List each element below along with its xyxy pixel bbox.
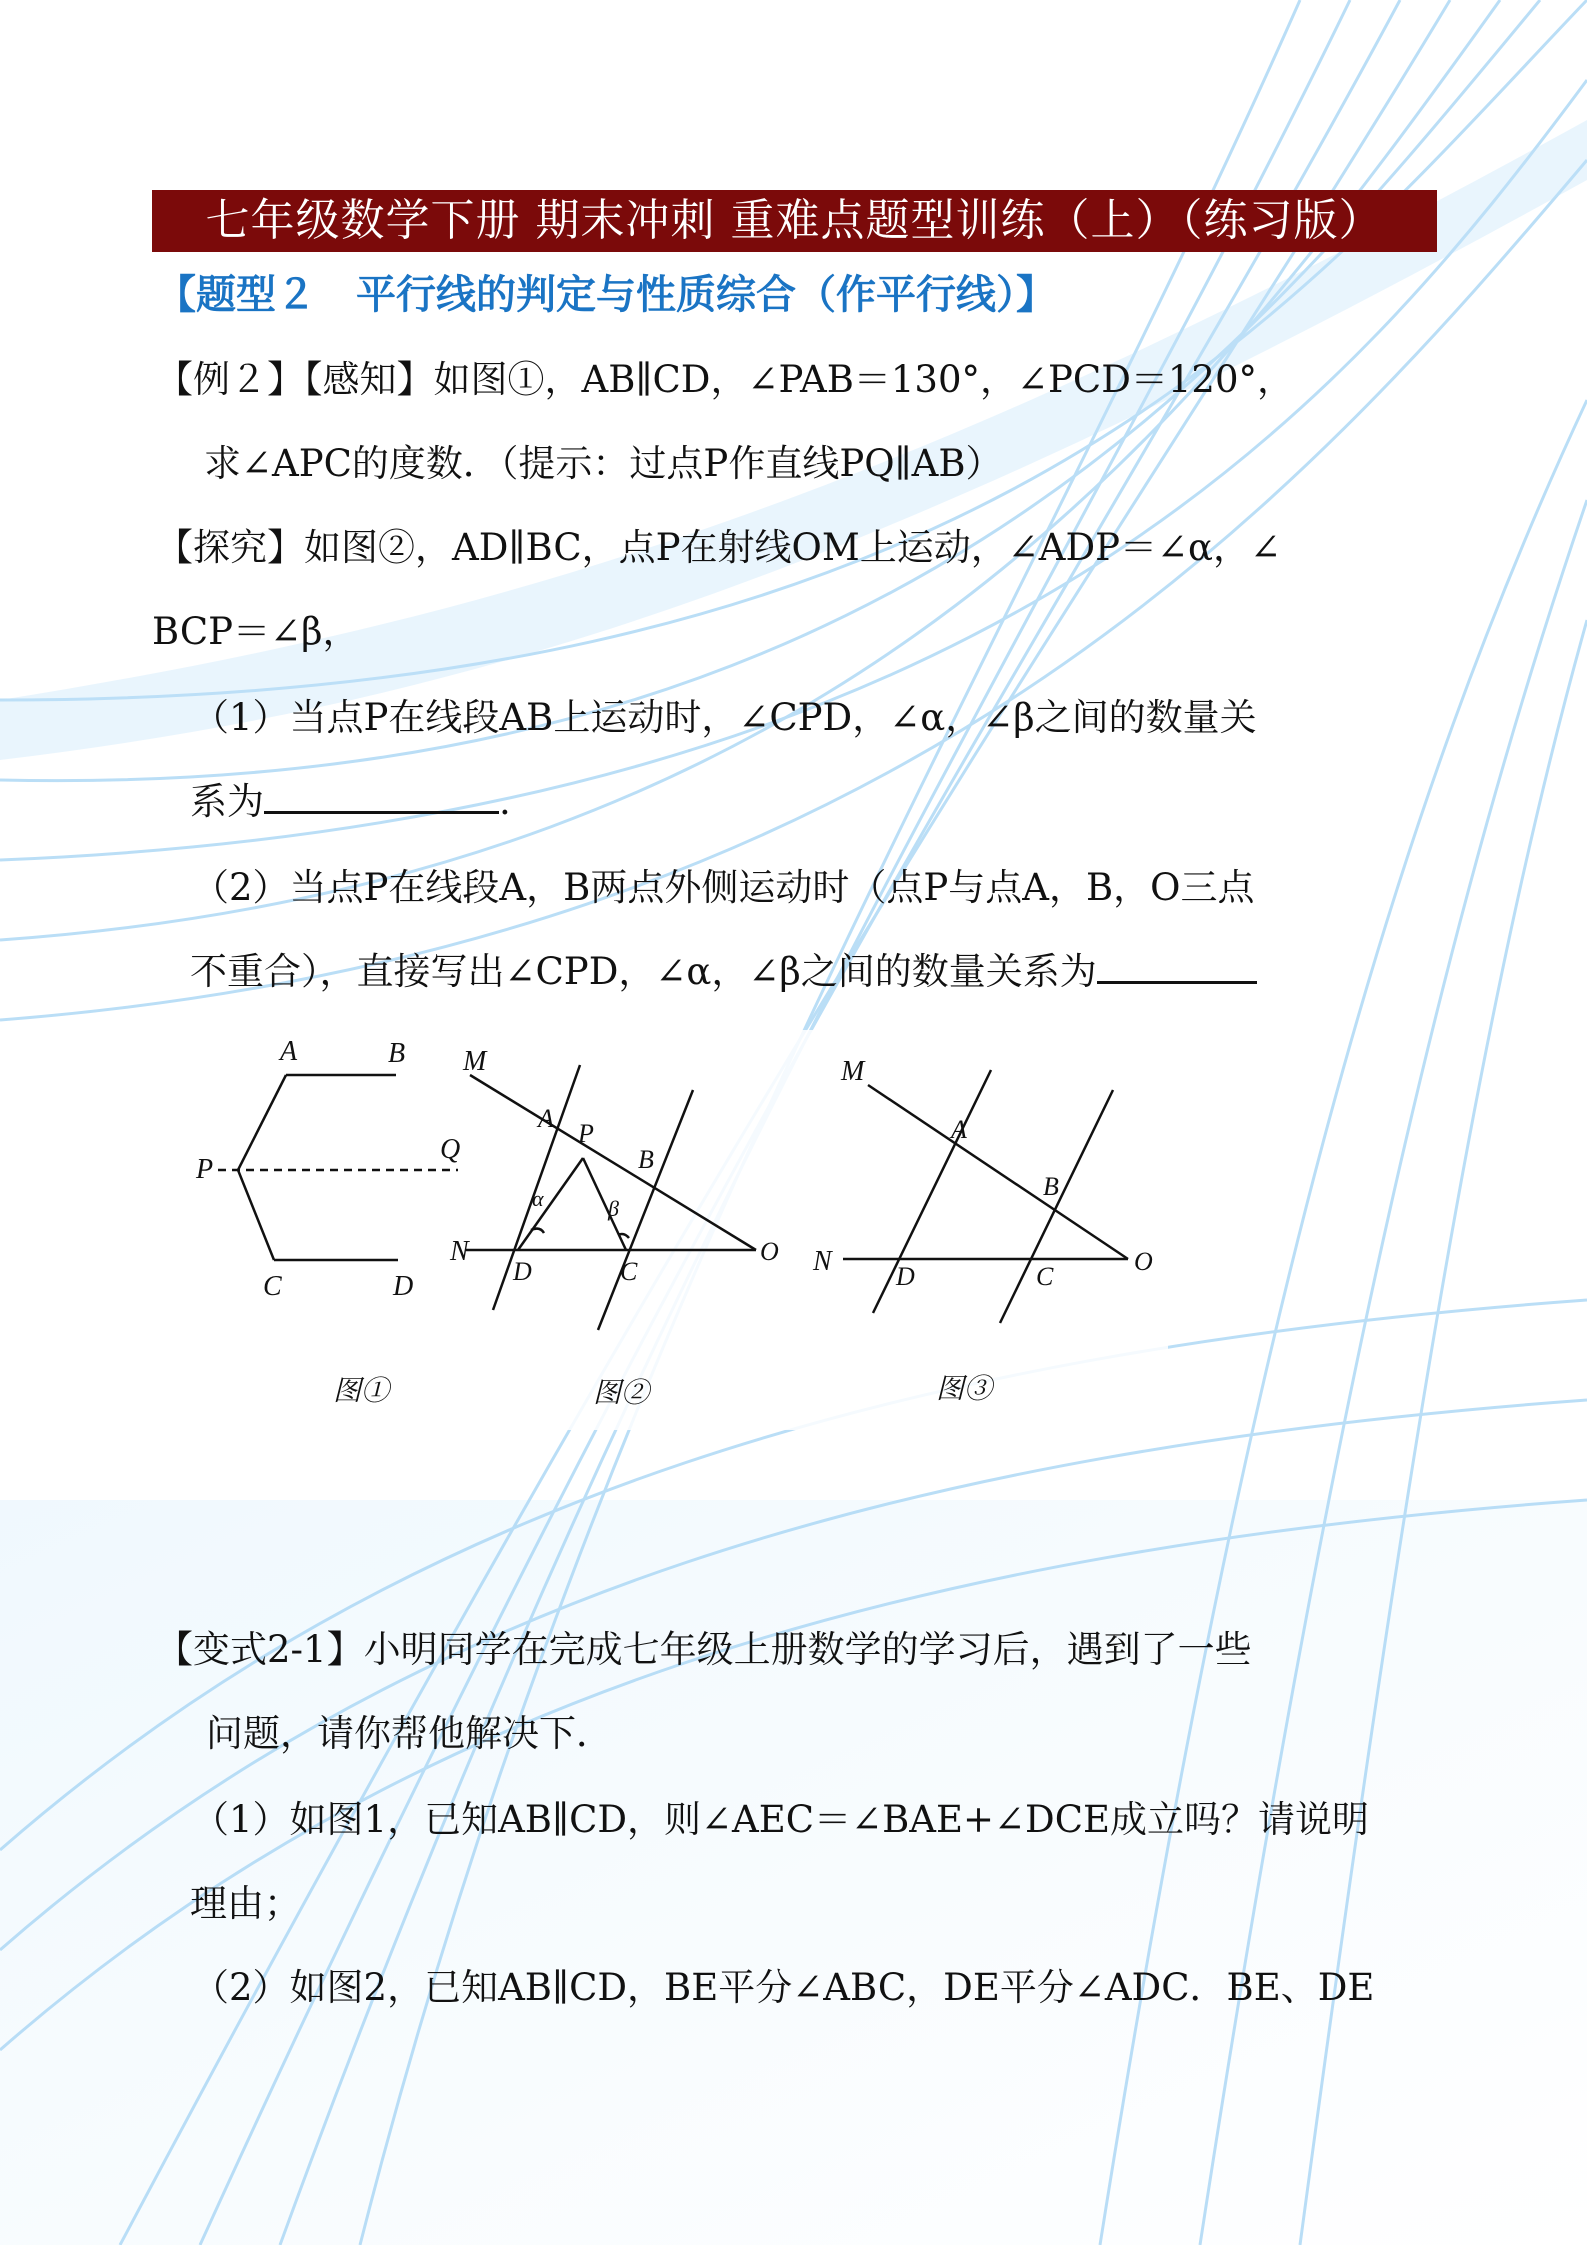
- svg-text:P: P: [196, 1154, 214, 1185]
- explore-line-1: 【探究】如图②，AD∥BC，点P在射线OM上运动，∠ADP＝∠α，∠: [156, 526, 1282, 569]
- question-2-prefix: 不重合），直接写出∠CPD，∠α，∠β之间的数量关系为: [190, 950, 1097, 993]
- document-title: 七年级数学下册 期末冲刺 重难点题型训练（上）（练习版）: [152, 190, 1437, 252]
- svg-text:N: N: [450, 1236, 469, 1267]
- question-2-line-1: （2）当点P在线段A，B两点外侧运动时（点P与点A，B，O三点: [192, 866, 1255, 909]
- svg-text:O: O: [760, 1237, 779, 1266]
- section-heading: 【题型２ 平行线的判定与性质综合（作平行线）】: [156, 271, 1056, 318]
- svg-text:O: O: [1134, 1247, 1153, 1276]
- geometry-figures: [188, 1030, 1168, 1430]
- explore-line-2: BCP＝∠β，: [152, 610, 360, 653]
- figures-panel: [188, 1030, 1168, 1430]
- svg-text:D: D: [896, 1262, 915, 1291]
- svg-text:A: A: [538, 1104, 554, 1133]
- question-2-line-2: [190, 944, 1257, 1000]
- question-1-prefix: 系为: [190, 780, 264, 823]
- svg-text:D: D: [393, 1271, 414, 1302]
- svg-text:P: P: [578, 1119, 594, 1148]
- svg-text:C: C: [620, 1257, 638, 1286]
- example-line-2: 求∠APC的度数．（提示：过点P作直线PQ∥AB）: [204, 442, 1003, 485]
- question-1-end: .: [499, 780, 511, 823]
- variant-question-2-line-1: （2）如图2，已知AB∥CD，BE平分∠ABC，DE平分∠ADC．BE、DE: [192, 1966, 1375, 2009]
- svg-text:C: C: [263, 1271, 282, 1302]
- svg-text:β: β: [608, 1196, 619, 1221]
- svg-text:D: D: [513, 1257, 532, 1286]
- svg-text:图①: 图①: [333, 1376, 390, 1407]
- svg-text:C: C: [1036, 1262, 1054, 1291]
- svg-text:图②: 图②: [593, 1378, 650, 1409]
- svg-text:图③: 图③: [936, 1374, 993, 1405]
- question-1-line-2: [190, 774, 511, 830]
- figure-1: [218, 1075, 461, 1260]
- answer-blank-1[interactable]: [264, 775, 499, 814]
- svg-text:A: A: [951, 1115, 967, 1144]
- svg-text:Q: Q: [440, 1134, 461, 1165]
- example-line-1: 【例２】【感知】如图①，AB∥CD，∠PAB＝130°，∠PCD＝120°，: [156, 358, 1295, 401]
- svg-text:M: M: [463, 1046, 487, 1077]
- svg-text:B: B: [388, 1038, 406, 1069]
- svg-text:A: A: [280, 1036, 298, 1067]
- question-1-line-1: （1）当点P在线段AB上运动时，∠CPD，∠α，∠β之间的数量关: [192, 696, 1257, 739]
- variant-line-1: 【变式2-1】小明同学在完成七年级上册数学的学习后，遇到了一些: [156, 1628, 1252, 1671]
- svg-text:N: N: [813, 1246, 832, 1277]
- variant-question-1-line-1: （1）如图1，已知AB∥CD，则∠AEC＝∠BAE+∠DCE成立吗？请说明: [192, 1798, 1370, 1841]
- figure-3: [843, 1070, 1128, 1323]
- answer-blank-2[interactable]: [1097, 945, 1257, 984]
- svg-text:B: B: [638, 1145, 654, 1174]
- svg-text:B: B: [1043, 1172, 1059, 1201]
- svg-text:M: M: [841, 1056, 865, 1087]
- variant-question-1-line-2: 理由；: [190, 1882, 301, 1925]
- variant-line-2: 问题，请你帮他解决下．: [206, 1712, 613, 1755]
- svg-text:α: α: [532, 1186, 544, 1211]
